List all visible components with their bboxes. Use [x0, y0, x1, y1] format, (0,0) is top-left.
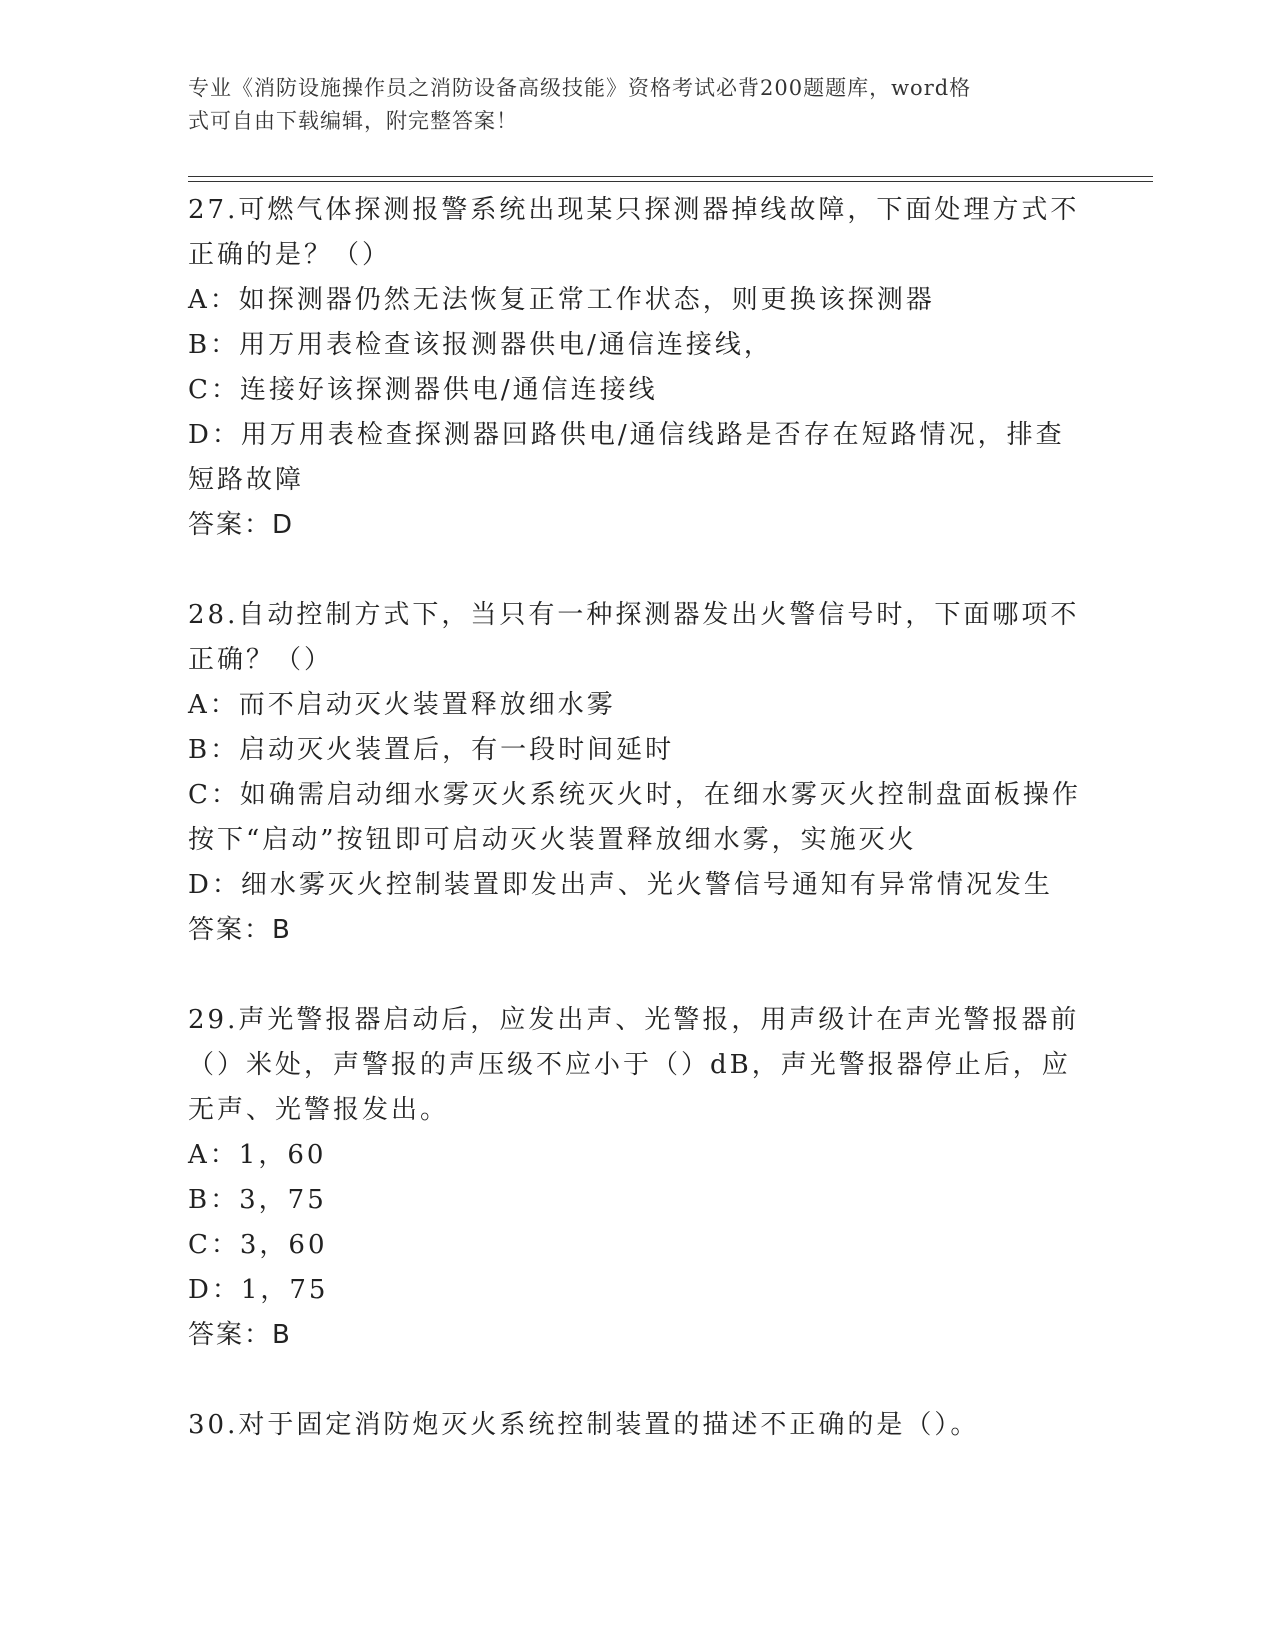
header-line-1: 专业《消防设施操作员之消防设备高级技能》资格考试必背200题题库，word格: [188, 76, 972, 100]
question-stem-line: 28.自动控制方式下，当只有一种探测器发出火警信号时，下面哪项不: [188, 600, 1080, 630]
option-d: D：1，75: [188, 1275, 329, 1305]
header-divider-top: [188, 176, 1153, 177]
question-stem-line: 30.对于固定消防炮灭火系统控制装置的描述不正确的是（）。: [188, 1410, 980, 1440]
question-stem-line: 正确？（）: [188, 645, 334, 675]
question-29: [188, 998, 1088, 1358]
option-c: C：如确需启动细水雾灭火系统灭火时，在细水雾灭火控制盘面板操作: [188, 780, 1081, 810]
option-d: D：细水雾灭火控制装置即发出声、光火警信号通知有异常情况发生: [188, 870, 1053, 900]
question-stem-line: 29.声光警报器启动后，应发出声、光警报，用声级计在声光警报器前: [188, 1005, 1080, 1035]
option-c-continued: 按下“启动”按钮即可启动灭火装置释放细水雾，实施灭火: [188, 825, 917, 855]
question-30: [188, 1403, 1088, 1448]
document-header: [188, 72, 1068, 138]
question-stem-line: 27.可燃气体探测报警系统出现某只探测器掉线故障，下面处理方式不: [188, 195, 1080, 225]
option-c: C：3，60: [188, 1230, 328, 1260]
option-b: B：3，75: [188, 1185, 327, 1215]
option-a: A：如探测器仍然无法恢复正常工作状态，则更换该探测器: [188, 285, 935, 315]
question-stem-line: 无声、光警报发出。: [188, 1095, 450, 1125]
answer-label: 答案：B: [188, 915, 292, 945]
question-stem-line: 正确的是？（）: [188, 240, 392, 270]
answer-label: 答案：B: [188, 1320, 292, 1350]
option-b: B：用万用表检查该报测器供电/通信连接线，: [188, 330, 773, 360]
question-list: [188, 188, 1088, 1493]
option-c: C：连接好该探测器供电/通信连接线: [188, 375, 658, 405]
question-stem-line: （）米处，声警报的声压级不应小于（）dB，声光警报器停止后，应: [188, 1050, 1071, 1080]
header-divider-bottom: [188, 181, 1153, 182]
answer-label: 答案：D: [188, 510, 295, 540]
header-line-2: 式可自由下载编辑，附完整答案！: [188, 109, 518, 133]
option-a: A：而不启动灭火装置释放细水雾: [188, 690, 616, 720]
question-28: [188, 593, 1088, 953]
option-a: A：1，60: [188, 1140, 327, 1170]
option-d: D：用万用表检查探测器回路供电/通信线路是否存在短路情况，排查: [188, 420, 1065, 450]
question-27: [188, 188, 1088, 548]
option-d-continued: 短路故障: [188, 465, 305, 495]
option-b: B：启动灭火装置后，有一段时间延时: [188, 735, 675, 765]
